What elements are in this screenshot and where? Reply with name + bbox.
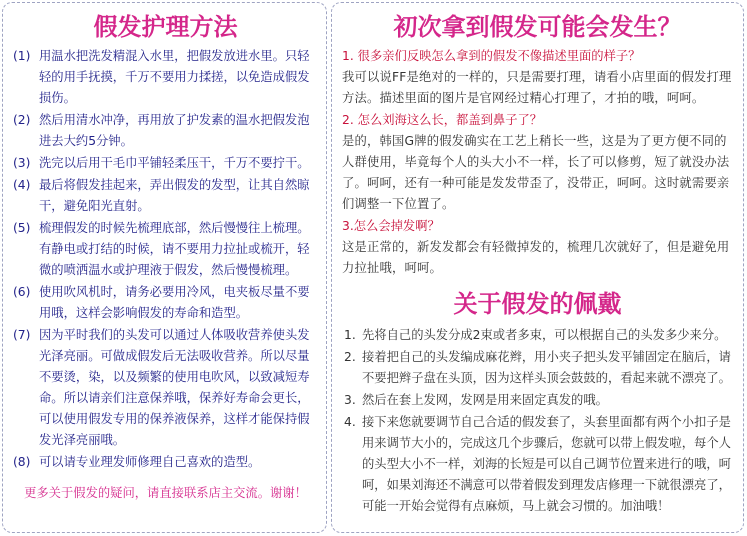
item-number: (8) bbox=[13, 455, 31, 469]
item-text: 最后将假发挂起来，弄出假发的发型，让其自然晾干，避免阳光直射。 bbox=[39, 178, 310, 213]
step-text: 接着把自己的头发编成麻花辫，用小夹子把头发平铺固定在脑后，请不要把辫子盘在头顶，因为这样头顶会鼓鼓的，看起来就不漂亮了。 bbox=[362, 350, 731, 385]
list-item bbox=[342, 347, 733, 389]
item-number: (6) bbox=[13, 285, 31, 299]
care-methods-title: 假发护理方法 bbox=[93, 13, 238, 41]
faq-question: 2. 怎么刘海这么长，都盖到鼻子了？ bbox=[342, 113, 543, 127]
list-item bbox=[342, 390, 733, 411]
faq-list bbox=[342, 46, 733, 279]
list-item bbox=[13, 325, 318, 451]
item-number: (7) bbox=[13, 328, 31, 342]
item-number: (2) bbox=[13, 113, 31, 127]
faq-question: 1. 很多亲们反映怎么拿到的假发不像描述里面的样子？ bbox=[342, 49, 641, 63]
item-text: 梳理假发的时候先梳理底部，然后慢慢往上梳理。有静电或打结的时候，请不要用力拉扯或梳开，轻微的喷洒温水或护理液于假发，然后慢慢梳理。 bbox=[39, 221, 310, 277]
item-text: 因为平时我们的头发可以通过人体吸收营养使头发光泽亮丽。可做成假发后无法吸收营养。所以尽量不要烫，染，以及频繁的使用电吹风，以致减短寿命。所以请亲们注意保养哦，保养好寿命会更长，可以使用假发专用的保养液保养，这样才能保持假发光泽亮丽哦。 bbox=[39, 328, 310, 447]
contact-note: 更多关于假发的疑问，请直接联系店主交流。谢谢！ bbox=[24, 486, 307, 500]
list-item bbox=[13, 282, 318, 324]
step-number: 3. bbox=[344, 393, 356, 407]
list-item bbox=[342, 412, 733, 517]
faq-answer: 是的，韩国G牌的假发确实在工艺上稍长一些，这是为了更方便不同的人群使用，毕竟每个人的头大小不一样，长了可以修剪，短了就没办法了。呵呵，还有一种可能是发发带歪了，没带正，呵呵。这时就需要亲们调整一下位置了。 bbox=[342, 134, 730, 211]
list-item bbox=[13, 218, 318, 281]
care-methods-list bbox=[13, 46, 318, 473]
step-number: 1. bbox=[344, 328, 356, 342]
item-number: (5) bbox=[13, 221, 31, 235]
faq-answer: 这是正常的，新发发都会有轻微掉发的，梳理几次就好了，但是避免用力拉扯哦，呵呵。 bbox=[342, 240, 730, 275]
step-text: 然后在套上发网，发网是用来固定真发的哦。 bbox=[362, 393, 608, 407]
list-item bbox=[13, 175, 318, 217]
step-number: 2. bbox=[344, 350, 356, 364]
faq-question: 3.怎么会掉发啊？ bbox=[342, 219, 440, 233]
list-item bbox=[13, 46, 318, 109]
item-text: 洗完以后用干毛巾平铺轻柔压干，千万不要拧干。 bbox=[39, 156, 310, 170]
item-number: (1) bbox=[13, 49, 31, 63]
step-number: 4. bbox=[344, 415, 356, 429]
care-methods-panel bbox=[2, 2, 327, 533]
wearing-steps-list bbox=[342, 325, 733, 517]
first-time-panel bbox=[331, 2, 744, 533]
item-text: 使用吹风机时，请务必要用冷风，电夹板尽量不要用哦，这样会影响假发的寿命和造型。 bbox=[39, 285, 310, 320]
step-text: 先将自己的头发分成2束或者多束，可以根据自己的头发多少来分。 bbox=[362, 328, 727, 342]
item-text: 用温水把洗发精混入水里，把假发放进水里。只轻轻的用手抚摸，千万不要用力揉搓，以免造成假发损伤。 bbox=[39, 49, 310, 105]
item-text: 然后用清水冲净，再用放了护发素的温水把假发泡进去大约5分钟。 bbox=[39, 113, 310, 148]
item-number: (3) bbox=[13, 156, 31, 170]
list-item bbox=[13, 110, 318, 152]
list-item bbox=[13, 452, 318, 473]
list-item bbox=[13, 153, 318, 174]
wearing-title: 关于假发的佩戴 bbox=[453, 290, 622, 318]
item-text: 可以请专业理发师修理自己喜欢的造型。 bbox=[39, 455, 261, 469]
step-text: 接下来您就要调节自己合适的假发套了，头套里面都有两个小扣子是用来调节大小的，完成这几个步骤后，您就可以带上假发啦，每个人的头型大小不一样，刘海的长短是可以自己调节位置来进行的哦，呵呵，如果刘海还不满意可以带着假发到理发店修理一下就很漂亮了，可能一开始会觉得有点麻烦，马上就会习惯的。加油哦！ bbox=[362, 415, 731, 513]
faq-title: 初次拿到假发可能会发生？ bbox=[393, 13, 682, 41]
list-item bbox=[342, 325, 733, 346]
faq-answer: 我可以说FF是绝对的一样的，只是需要打理，请看小店里面的假发打理方法。描述里面的图片是官网经过精心打理了，才拍的哦，呵呵。 bbox=[342, 70, 732, 105]
item-number: (4) bbox=[13, 178, 31, 192]
